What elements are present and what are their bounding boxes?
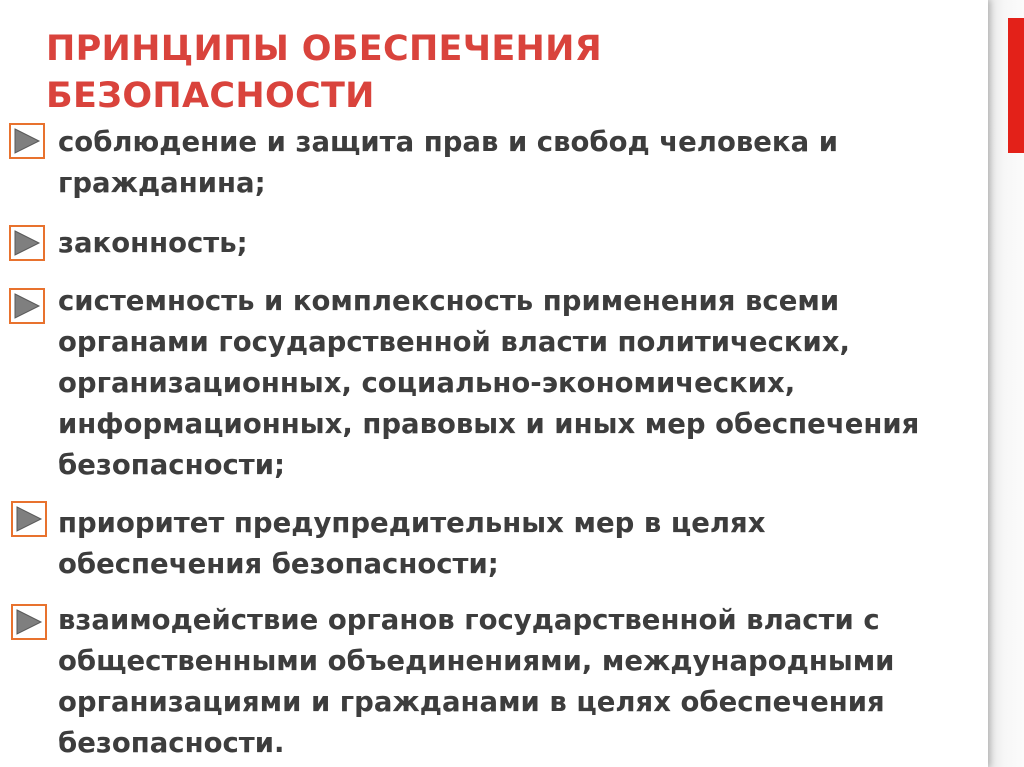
bullet-text xyxy=(58,122,993,204)
triangle-play-icon xyxy=(9,123,45,159)
bullet-line: организационных, социально-экономических, xyxy=(58,367,796,399)
bullet-text xyxy=(58,600,993,764)
triangle-play-icon xyxy=(11,501,47,537)
bullet-line: обеспечения безопасности; xyxy=(58,548,499,580)
bullet-line: гражданина; xyxy=(58,167,266,199)
bullet-line: взаимодействие органов государственной власти с xyxy=(58,604,880,636)
triangle-play-icon xyxy=(9,225,45,261)
accent-bar xyxy=(1008,18,1024,153)
triangle-play-icon xyxy=(11,604,47,640)
bullet-line: информационных, правовых и иных мер обеспечения xyxy=(58,408,920,440)
title-line-2: БЕЗОПАСНОСТИ xyxy=(46,76,375,116)
bullet-text xyxy=(58,281,993,486)
bullet-line: безопасности. xyxy=(58,727,285,759)
title-line-1: ПРИНЦИПЫ ОБЕСПЕЧЕНИЯ xyxy=(46,29,602,69)
bullet-line: соблюдение и защита прав и свобод человека и xyxy=(58,126,838,158)
bullet-line: организациями и гражданами в целях обеспечения xyxy=(58,686,885,718)
bullet-line: безопасности; xyxy=(58,449,285,481)
bullet-line: общественными объединениями, международными xyxy=(58,645,895,677)
bullet-line: приоритет предупредительных мер в целях xyxy=(58,507,766,539)
bullet-line: органами государственной власти политических, xyxy=(58,326,850,358)
bullet-line: системность и комплексность применения всеми xyxy=(58,285,840,317)
bullet-text xyxy=(58,503,993,585)
bullet-line: законность; xyxy=(58,227,248,259)
triangle-play-icon xyxy=(9,288,45,324)
bullet-text xyxy=(58,223,993,264)
